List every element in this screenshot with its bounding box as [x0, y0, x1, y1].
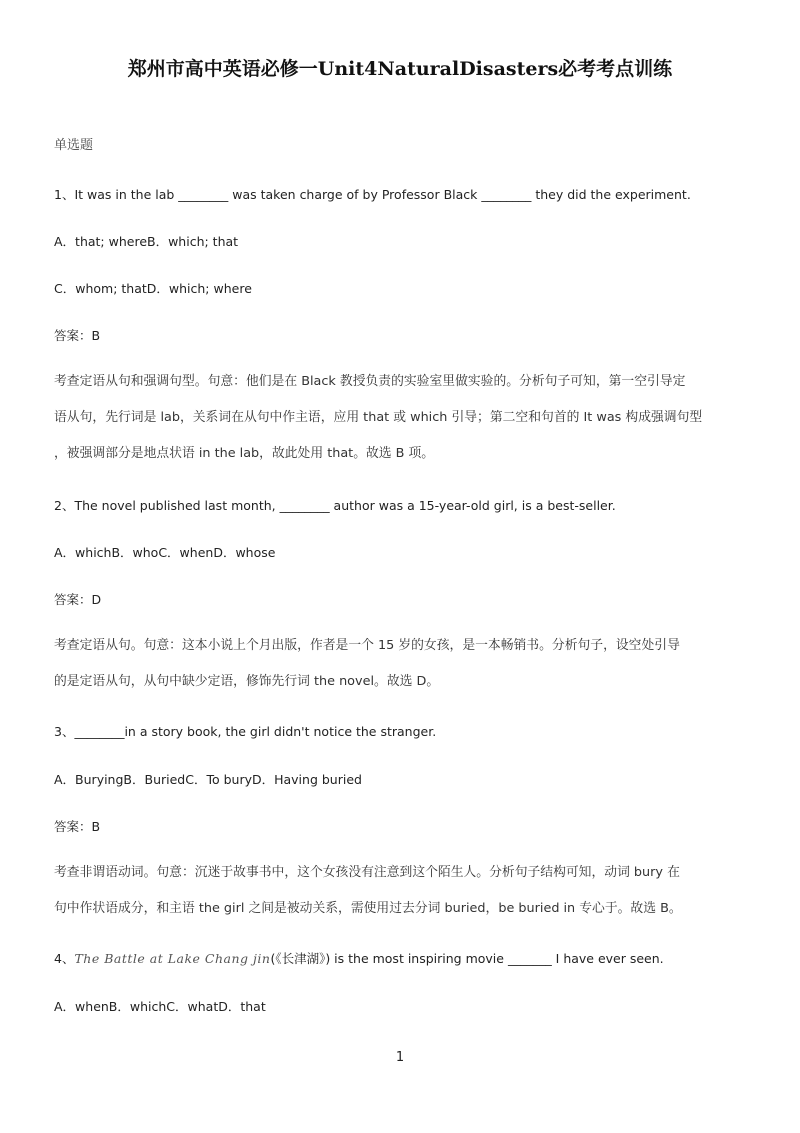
question-4-stem: [54, 949, 664, 967]
explanation-line: 考查定语从句。句意：这本小说上个月出版，作者是一个 15 岁的女孩，是一本畅销书。分析句子，设空处引导: [54, 638, 680, 653]
question-4-options: A．whenB．whichC．whatD．that: [54, 999, 266, 1014]
question-3-explanation: [54, 863, 744, 935]
question-1-explanation: [54, 372, 744, 480]
explanation-line: 的是定语从句，从句中缺少定语，修饰先行词 the novel。故选 D。: [54, 674, 440, 689]
question-1-answer: 答案：B: [54, 328, 101, 343]
question-1-options-c-d: C．whom; thatD．which; where: [54, 281, 252, 296]
explanation-line: 考查定语从句和强调句型。句意：他们是在 Black 教授负责的实验室里做实验的。分析句子可知，第一空引导定: [54, 374, 686, 389]
page-number: 1: [395, 1050, 405, 1065]
question-2-options: A．whichB．whoC．whenD．whose: [54, 545, 276, 560]
question-3-answer: 答案：B: [54, 819, 101, 834]
question-3-options: A．BuryingB．BuriedC．To buryD．Having buried: [54, 772, 362, 787]
question-1-options-a-b: A．that; whereB．which; that: [54, 234, 239, 249]
page-title: 郑州市高中英语必修一Unit4NaturalDisasters必考考点训练: [127, 58, 673, 80]
question-4-stem-rest: (《长津湖》) is the most inspiring movie _______ I have ever seen.: [270, 951, 664, 966]
explanation-line: ，被强调部分是地点状语 in the lab，故此处用 that。故选 B 项。: [54, 446, 435, 461]
question-3-stem: 3、________in a story book, the girl didn't notice the stranger.: [54, 724, 437, 739]
question-2-stem: 2、The novel published last month, ________ author was a 15-year-old girl, is a best-seller.: [54, 498, 616, 513]
question-2-answer: 答案：D: [54, 592, 102, 607]
movie-title: The Battle at Lake Chang jin: [74, 951, 271, 966]
question-1-stem: 1、It was in the lab ________ was taken charge of by Professor Black ________ they did the experiment.: [54, 187, 691, 202]
explanation-line: 考查非谓语动词。句意：沉迷于故事书中，这个女孩没有注意到这个陌生人。分析句子结构可知，动词 bury 在: [54, 865, 680, 880]
question-2-explanation: [54, 636, 744, 708]
section-heading: 单选题: [54, 138, 94, 153]
explanation-line: 语从句，先行词是 lab，关系词在从句中作主语，应用 that 或 which 引导；第二空和句首的 It was 构成强调句型: [54, 410, 703, 425]
explanation-line: 句中作状语成分，和主语 the girl 之间是被动关系，需使用过去分词 buried，be buried in 专心于。故选 B。: [54, 901, 682, 916]
question-4-number: 4、: [54, 951, 75, 966]
